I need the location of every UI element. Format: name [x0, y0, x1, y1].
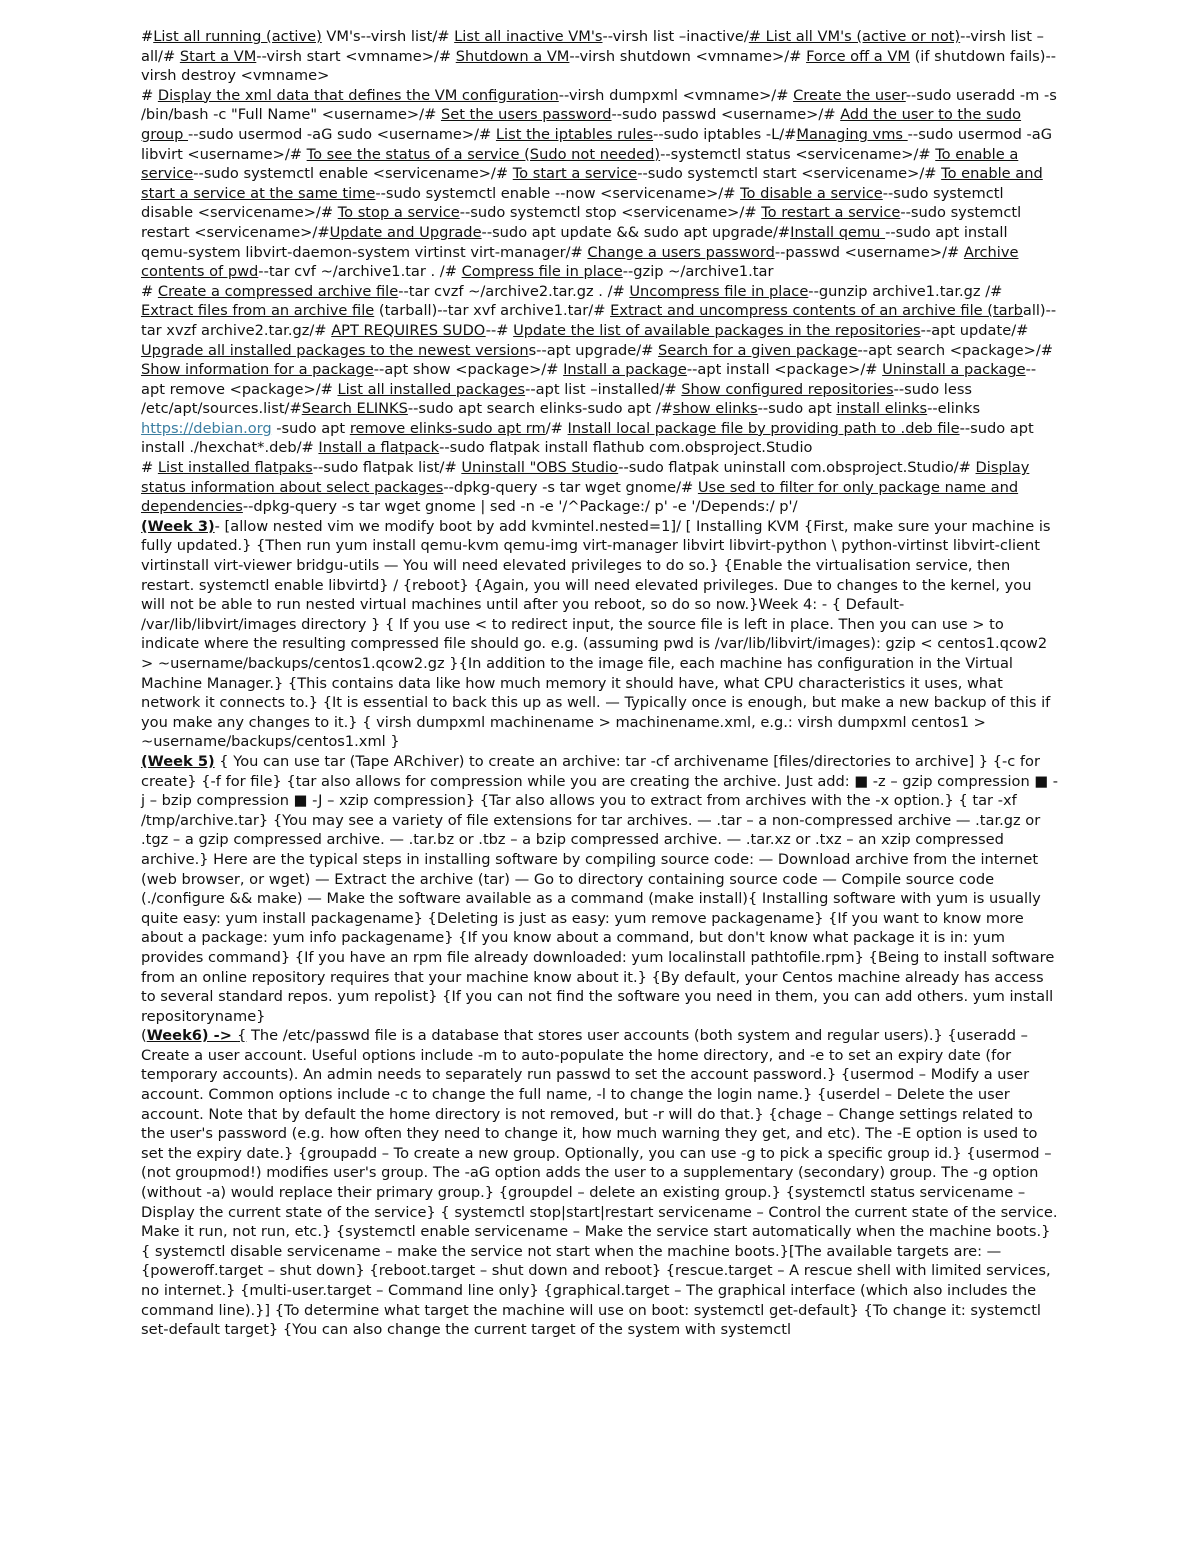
text-run: { You can use tar (Tape ARchiver) to create an archive: tar -cf archivename [files/directories to archive] } {-c for create} {-f for file} {tar also allows for compression while you are creating the archive. Just add: ■ -z – gzip compression ■ -j – bzip compression ■ -J – xzip compression} {Tar also allows you to extract from archives with the -x option.} { tar -xf /tmp/archive.tar} {You may see a variety of file extensions for tar archives. — .tar – a non-compressed archive — .tar.gz or .tgz – a gzip compressed archive. — .tar.bz or .tbz – a bzip compressed archive. — .tar.xz or .txz – an xzip compressed archive.} Here are the typical steps in installing software by compiling source code: — Download archive from the internet (web browser, or wget) — Extract the archive (tar) — Go to directory containing source code — Compile source code (./configure && make) — Make the software available as a command (make install){ Installing software with yum is usually quite easy: yum install packagename} {Deleting is just as easy: yum remove packagename} {If you want to know more about a package: yum info packagename} {If you know about a command, but don't know what package it is in: yum provides command} {If you have an rpm file already downloaded: yum localinstall pathtofile.rpm} {Being to install software from an online repository requires that your machine know about it.} {By default, your Centos machine already has access to several standard repos. yum repolist} {If you can not find the software you need in them, you can add others. yum install repositoryname}: [141, 752, 1059, 1025]
text-run: --dpkg-query -s tar wget gnome | sed -n -e '/^Package:/ p' -e '/Depends:/ p'/: [242, 498, 798, 516]
text-run: --sudo apt search elinks-sudo apt /#: [407, 400, 673, 418]
text-run: --sudo systemctl enable --now <servicename>/#: [375, 184, 741, 202]
text-run: --sudo apt install ./hexchat*.deb/#: [141, 419, 1034, 457]
text-run: --virsh start <vmname>/#: [256, 47, 456, 65]
text-run: -sudo apt: [271, 419, 350, 437]
text-run: #: [141, 86, 158, 104]
text-run: --virsh shutdown <vmname>/#: [569, 47, 807, 65]
underlined-text: To enable and start a service at the same time: [141, 165, 1043, 202]
underlined-text: # List all VM's (active or not): [748, 28, 961, 45]
underlined-text: Uncompress file in place: [629, 282, 809, 300]
underlined-text: Start a VM: [179, 47, 257, 65]
underlined-text: Archive contents of pwd: [141, 243, 1019, 281]
underlined-text: Install a flatpack: [318, 439, 440, 457]
underlined-text: Show configured repositories: [681, 380, 894, 398]
underlined-text: Week6) ->: [146, 1027, 238, 1045]
underlined-text: Display status information about select packages: [141, 459, 1030, 496]
underlined-text: show elinks: [672, 400, 758, 418]
text-run: --dpkg-query -s tar wget gnome/#: [443, 478, 698, 496]
underlined-text: Extract files from an archive file: [141, 302, 375, 320]
underlined-text: Uninstall a package: [882, 361, 1026, 379]
text-run: --passwd <username>/#: [774, 243, 964, 261]
text-run: --sudo apt: [757, 400, 837, 418]
underlined-text: Display the xml data that defines the VM configuration: [157, 86, 559, 104]
underlined-text: Create the user: [793, 86, 906, 104]
text-run: --apt remove <package>/#: [141, 361, 1037, 398]
text-run: --sudo systemctl disable <servicename>/#: [141, 184, 1004, 222]
underlined-text: Use sed to filter for only package name and dependencies: [141, 478, 1019, 516]
text-run: --sudo usermod -aG sudo <username>/#: [188, 125, 496, 143]
underlined-text: To restart a service: [761, 204, 901, 222]
text-run: --sudo useradd -m -s /bin/bash -c "Full Name" <username>/#: [141, 86, 1057, 124]
underlined-text: Set the users password: [440, 106, 612, 124]
text-run: --sudo flatpak install flathub com.obsproject.Studio: [439, 439, 813, 457]
paragraph: [141, 458, 1059, 517]
text-run: --tar cvf ~/archive1.tar . /#: [258, 263, 462, 281]
underlined-text: {: [237, 1027, 247, 1045]
text-run: --apt show <package>/#: [373, 361, 564, 379]
underlined-text: Install local package file by providing path to .deb file: [567, 419, 960, 437]
underlined-text: install elinks: [836, 400, 928, 418]
underlined-text: APT REQUIRES SUDO: [331, 321, 486, 339]
underlined-text: remove elinks-sudo apt rm: [349, 419, 546, 437]
text-run: --sudo flatpak uninstall com.obsproject.Studio/#: [618, 459, 976, 477]
text-run: - [allow nested vim we modify boot by add kvmintel.nested=1]/ [ Installing KVM {First, make sure your machine is fully updated.} {Then run yum install qemu-kvm qemu-img virt-manager libvirt libvirt-python \ python-virtinst libvirt-client virtinstall virt-viewer bridgu-utils — You will need elevated privileges to do so.} {Enable the virtualisation service, then restart. systemctl enable libvirtd} / {reboot} {Again, you will need elevated privileges. Due to changes to the kernel, you will not be able to run nested virtual machines until after you reboot, so do so now.}Week 4: - { Default- /var/lib/libvirt/images directory } { If you use < to redirect input, the source file is left in place. Then you can use > to indicate where the resulting compressed file should go. e.g. (assuming pwd is /var/lib/libvirt/images): gzip < centos1.qcow2 > ~username/backups/centos1.qcow2.gz }{In addition to the image file, each machine has configuration in the Virtual Machine Manager.} {This contains data like how much memory it should have, what CPU characteristics it uses, what network it connects to.} {It is essential to back this up as well. — Typically once is enough, but make a new backup of this if you make any changes to it.} { virsh dumpxml machinename > machinename.xml, e.g.: virsh dumpxml centos1 > ~username/backups/centos1.xml }: [141, 517, 1051, 751]
underlined-text: List the iptables rules: [495, 125, 654, 143]
paragraph: [141, 282, 1059, 458]
underlined-text: Install a package: [563, 361, 687, 379]
underlined-text: Show information for a package: [141, 361, 374, 379]
underlined-text: (Week 5): [141, 752, 215, 770]
text-run: --apt search <package>/#: [857, 341, 1053, 359]
text-run: all)--tar xvzf archive2.tar.gz/#: [141, 302, 1057, 339]
underlined-text: To enable a service: [141, 145, 1019, 183]
text-run: --sudo systemctl stop <servicename>/#: [459, 204, 762, 222]
underlined-text: (Week 3): [141, 517, 215, 535]
underlined-text: Update the list of available packages in the repositories: [513, 321, 921, 339]
text-run: (tarball)--tar xvf archive1.tar/#: [374, 302, 611, 320]
underlined-text: Create a compressed archive file: [157, 282, 399, 300]
text-run: --sudo systemctl start <servicename>/#: [637, 165, 942, 183]
underlined-text: To stop a service: [337, 204, 460, 222]
underlined-text: To start a service: [512, 165, 638, 183]
paragraph: [141, 86, 1059, 282]
text-run: The /etc/passwd file is a database that stores user accounts (both system and regular users).} {useradd – Create a user account. Useful options include -m to auto-populate the home directory, and -e to set an expiry date (for temporary accounts). An admin needs to separately run passwd to set the account password.} {usermod – Modify a user account. Common options include -c to change the full name, -l to change the login name.} {userdel – Delete the user account. Note that by default the home directory is not removed, but -r will do that.} {chage – Change settings related to the user's password (e.g. how often they need to change it, how much warning they get, and etc). The -E option is used to set the expiry date.} {groupadd – To create a new group. Optionally, you can use -g to pick a specific group id.} {usermod – (not groupmod!) modifies user's group. The -aG option adds the user to a supplementary (secondary) group. The -g option (without -a) would replace their primary group.} {groupdel – delete an existing group.} {systemctl status servicename – Display the current state of the service} { systemctl stop|start|restart servicename – Control the current state of the service. Make it run, not run, etc.} {systemctl enable servicename – Make the service start automatically when the machine boots.} { systemctl disable servicename – make the service not start when the machine boots.}[The available targets are: — {poweroff.target – shut down} {reboot.target – shut down and reboot} {rescue.target – A rescue shell with limited services, no internet.} {multi-user.target – Command line only} {graphical.target – The graphical interface (which also includes the command line).}] {To determine what target the machine will use on boot: systemctl get-default} {To change it: systemctl set-default target} {You can also change the current target of the system with systemctl: [141, 1027, 1058, 1339]
underlined-text: Add the user to the sudo group: [141, 106, 1022, 143]
document-body: [141, 27, 1059, 1340]
text-run: #: [141, 282, 158, 300]
text-run: --sudo less /etc/apt/sources.list/#: [141, 380, 973, 418]
underlined-text: Force off a VM: [806, 47, 910, 65]
underlined-text: Uninstall "OBS Studio: [461, 459, 619, 477]
underlined-text: To see the status of a service (Sudo not needed): [306, 145, 661, 163]
underlined-text: List all inactive VM's: [454, 28, 603, 45]
text-run: s--apt upgrade/#: [528, 341, 659, 359]
text-run: /#: [545, 419, 568, 437]
paragraph: [141, 517, 1059, 752]
hyperlink[interactable]: https://debian.org: [141, 419, 272, 437]
underlined-text: Change a users password: [587, 243, 775, 261]
underlined-text: List all installed packages: [337, 380, 526, 398]
text-run: --sudo systemctl enable <servicename>/#: [193, 165, 513, 183]
text-run: #: [141, 28, 154, 45]
underlined-text: Search ELINKS: [301, 400, 408, 418]
text-run: --sudo flatpak list/#: [312, 459, 462, 477]
underlined-text: Update and Upgrade: [329, 223, 482, 241]
text-run: --sudo systemctl restart <servicename>/#: [141, 204, 1022, 241]
underlined-text: Extract and uncompress contents of an archive file (tarb: [610, 302, 1023, 320]
text-run: --tar cvzf ~/archive2.tar.gz . /#: [398, 282, 630, 300]
underlined-text: Search for a given package: [658, 341, 858, 359]
text-run: --virsh dumpxml <vmname>/#: [558, 86, 794, 104]
text-run: --apt update/#: [920, 321, 1029, 339]
underlined-text: Managing vms: [796, 125, 908, 143]
paragraph: [141, 27, 1059, 86]
text-run: --elinks: [927, 400, 981, 418]
text-run: --#: [485, 321, 514, 339]
text-run: --gunzip archive1.tar.gz /#: [808, 282, 1003, 300]
text-run: --gzip ~/archive1.tar: [622, 263, 774, 281]
text-run: --apt install <package>/#: [686, 361, 883, 379]
underlined-text: Upgrade all installed packages to the newest version: [141, 341, 529, 359]
underlined-text: List all running (active): [153, 28, 322, 45]
text-run: --apt list –installed/#: [525, 380, 682, 398]
paragraph: [141, 1026, 1059, 1340]
paragraph: [141, 752, 1059, 1026]
text-run: --virsh list –inactive/: [602, 28, 749, 45]
text-run: (: [141, 1027, 147, 1045]
underlined-text: Install qemu: [790, 223, 886, 241]
text-run: --sudo apt install qemu-system libvirt-daemon-system virtinst virt-manager/#: [141, 223, 1008, 261]
text-run: --virsh list –all/#: [141, 28, 1044, 65]
underlined-text: Shutdown a VM: [455, 47, 570, 65]
underlined-text: List installed flatpaks: [157, 459, 313, 477]
text-run: --sudo apt update && sudo apt upgrade/#: [481, 223, 791, 241]
text-run: --systemctl status <servicename>/#: [660, 145, 936, 163]
text-run: (if shutdown fails)--virsh destroy <vmname>: [141, 47, 1056, 85]
text-run: VM's--virsh list/#: [321, 28, 455, 45]
underlined-text: To disable a service: [740, 184, 883, 202]
text-run: --sudo iptables -L/#: [653, 125, 797, 143]
text-run: --sudo usermod -aG libvirt <username>/#: [141, 125, 1053, 163]
underlined-text: Compress file in place: [461, 263, 623, 281]
text-run: --sudo passwd <username>/#: [611, 106, 841, 124]
text-run: #: [141, 459, 158, 477]
